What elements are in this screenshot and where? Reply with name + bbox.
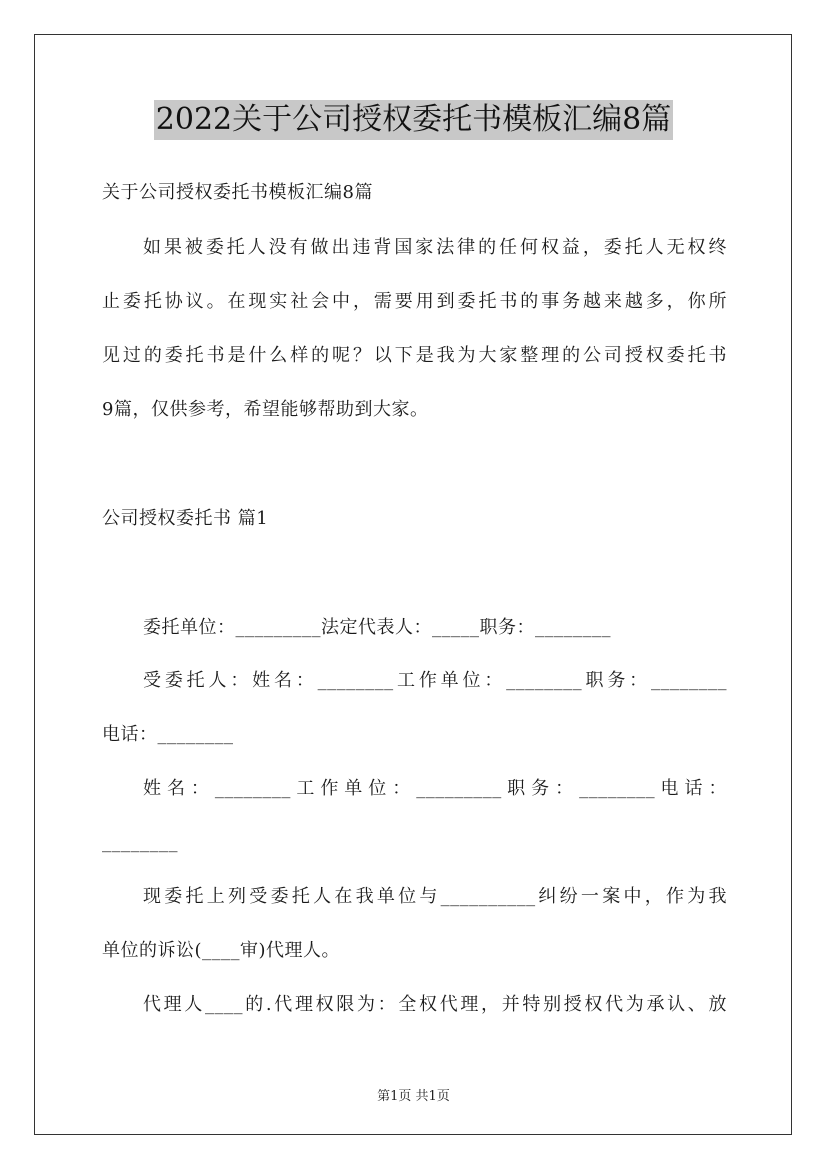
intro-line-3: 见过的委托书是什么样的呢？以下是我为大家整理的公司授权委托书 [102, 345, 727, 366]
intro-line-1: 如果被委托人没有做出违背国家法律的任何权益，委托人无权终 [143, 237, 727, 258]
document-title: 2022关于公司授权委托书模板汇编8篇 [154, 100, 673, 140]
body-line-4: 姓名：________工作单位：_________职务：________电话： [143, 778, 727, 799]
body-line-1: 委托单位：_________法定代表人：_____职务：________ [143, 617, 611, 638]
section-heading: 公司授权委托书 篇1 [102, 508, 269, 529]
intro-line-4: 9篇，仅供参考，希望能够帮助到大家。 [102, 399, 429, 420]
body-line-8: 代理人____的.代理权限为：全权代理，并特别授权代为承认、放 [143, 994, 727, 1015]
body-line-5: ________ [102, 832, 178, 853]
body-line-6: 现委托上列受委托人在我单位与__________纠纷一案中，作为我 [143, 886, 727, 907]
title-container [0, 100, 827, 140]
body-line-3: 电话：________ [102, 724, 234, 745]
page-footer: 第1页 共1页 [377, 1089, 450, 1104]
intro-line-2: 止委托协议。在现实社会中，需要用到委托书的事务越来越多，你所 [102, 291, 727, 312]
body-line-2: 受委托人：姓名：________工作单位：________职务：________ [143, 670, 727, 691]
body-line-7: 单位的诉讼(____审)代理人。 [102, 940, 341, 961]
subtitle: 关于公司授权委托书模板汇编8篇 [102, 182, 373, 203]
